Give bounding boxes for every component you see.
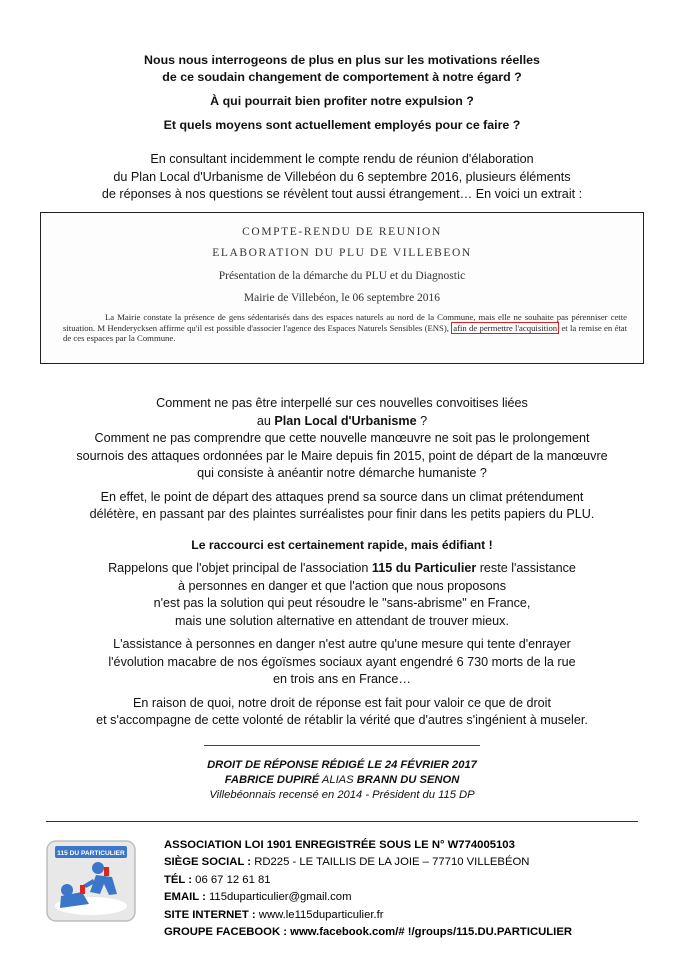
- closing-paragraph-2: L'assistance à personnes en danger n'est autre qu'une mesure qui tente d'enrayer l'évolution macabre de nos égoïsmes sociaux ayant engendré 6 730 morts de la rue en trois ans en France…: [108, 637, 576, 686]
- extract-heading-2: ELABORATION DU PLU DE VILLEBEON: [212, 247, 472, 259]
- contact-website: SITE INTERNET : www.le115duparticulier.fr: [164, 908, 384, 921]
- question-3: Et quels moyens sont actuellement employés pour ce faire ?: [163, 118, 521, 132]
- logo-person-standing-head: [92, 862, 104, 874]
- contact-facebook: GROUPE FACEBOOK : www.facebook.com/# !/groups/115.DU.PARTICULIER: [164, 926, 573, 939]
- footer-divider: [46, 821, 638, 822]
- signature-author: FABRICE DUPIRÉ ALIAS BRANN DU SENON: [224, 774, 460, 786]
- meeting-report-extract: [40, 212, 644, 364]
- closing-paragraphs: [40, 538, 644, 730]
- association-registration: ASSOCIATION LOI 1901 ENREGISTRÉE SOUS LE N° W774005103: [164, 839, 515, 851]
- logo-title: 115 DU PARTICULIER: [57, 850, 125, 857]
- question-2: À qui pourrait bien profiter notre expulsion ?: [210, 94, 474, 108]
- facebook-link[interactable]: www.facebook.com/# !/groups/115.DU.PARTICULIER: [290, 926, 573, 939]
- extract-heading-4: Mairie de Villebéon, le 06 septembre 2016: [243, 292, 441, 304]
- closing-lead: Le raccourci est certainement rapide, mais édifiant !: [191, 538, 493, 552]
- signature-date: DROIT DE RÉPONSE RÉDIGÉ LE 24 FÉVRIER 2017: [207, 759, 477, 771]
- extract-heading-1: COMPTE-RENDU DE REUNION: [242, 226, 442, 238]
- closing-paragraph-1: Rappelons que l'objet principal de l'association 115 du Particulier reste l'assistance à personnes en danger et que l'action que nous proposons n'est pas la solution qui peut résoudre le "sans-abrisme" en France, mais une solution alternative en attendant de trouver mieux.: [108, 561, 576, 628]
- extract-highlight: afin de permettre l'acquisition: [453, 322, 558, 333]
- contact-block: [164, 837, 644, 941]
- signature-block: [40, 758, 644, 803]
- extract-heading-3: Présentation de la démarche du PLU et du Diagnostic: [218, 270, 466, 282]
- signature-divider: [204, 745, 480, 746]
- logo-red-mark-top: [104, 867, 109, 876]
- extract-body: La Mairie constate la présence de gens sédentarisés dans des espaces naturels au nord de la Commune, mais elle ne souhaite pas pérenniser cette situation. M Henderycksen affirme qu'il est possible d'associer l'agence des Espaces Naturels Sensibles (ENS), afin de permettre l'acquisition et la remise en état de ces espaces par la Commune.: [63, 312, 627, 344]
- body-paragraph-1: Comment ne pas être interpellé sur ces nouvelles convoitises liées au Plan Local d'Urbanisme ? Comment ne pas comprendre que cette nouvelle manœuvre ne soit pas le prolongement sournois des attaques ordonnées par le Maire depuis fin 2015, point de départ de la manœuvre qui consiste à anéantir notre démarche humaniste ?: [76, 396, 608, 480]
- questions-block: [40, 52, 644, 141]
- intro-paragraph: En consultant incidemment le compte rendu de réunion d'élaboration du Plan Local d'Urbanisme de Villebéon du 6 septembre 2016, plusieurs éléments de réponses à nos questions se révèlent tout aussi étrangement… En voici un extrait :: [101, 152, 583, 201]
- logo-red-mark-bottom: [80, 885, 85, 894]
- contact-email: EMAIL : 115duparticulier@gmail.com: [164, 891, 352, 904]
- logo-graphic: [46, 840, 136, 922]
- body-paragraphs: [40, 395, 644, 524]
- contact-siege: SIÈGE SOCIAL : RD225 - LE TAILLIS DE LA JOIE – 77710 VILLEBÉON: [164, 856, 530, 869]
- email-link[interactable]: 115duparticulier@gmail.com: [208, 891, 352, 904]
- closing-paragraph-3: En raison de quoi, notre droit de réponse est fait pour valoir ce que de droit et s'accompagne de cette volonté de rétablir la vérité que d'autres s'ingénient à museler.: [96, 695, 588, 727]
- signature-role: Villebéonnais recensé en 2014 - Président du 115 DP: [209, 789, 475, 801]
- body-paragraph-2: En effet, le point de départ des attaques prend sa source dans un climat prétendument délétère, en passant par des plaintes surréalistes pour finir dans les petits papiers du PLU.: [89, 489, 595, 521]
- association-logo: [46, 840, 136, 922]
- contact-tel: TÉL : 06 67 12 61 81: [164, 873, 271, 886]
- website-link[interactable]: www.le115duparticulier.fr: [258, 908, 384, 921]
- question-1: Nous nous interrogeons de plus en plus sur les motivations réelles de ce soudain changement de comportement à notre égard ?: [144, 53, 540, 84]
